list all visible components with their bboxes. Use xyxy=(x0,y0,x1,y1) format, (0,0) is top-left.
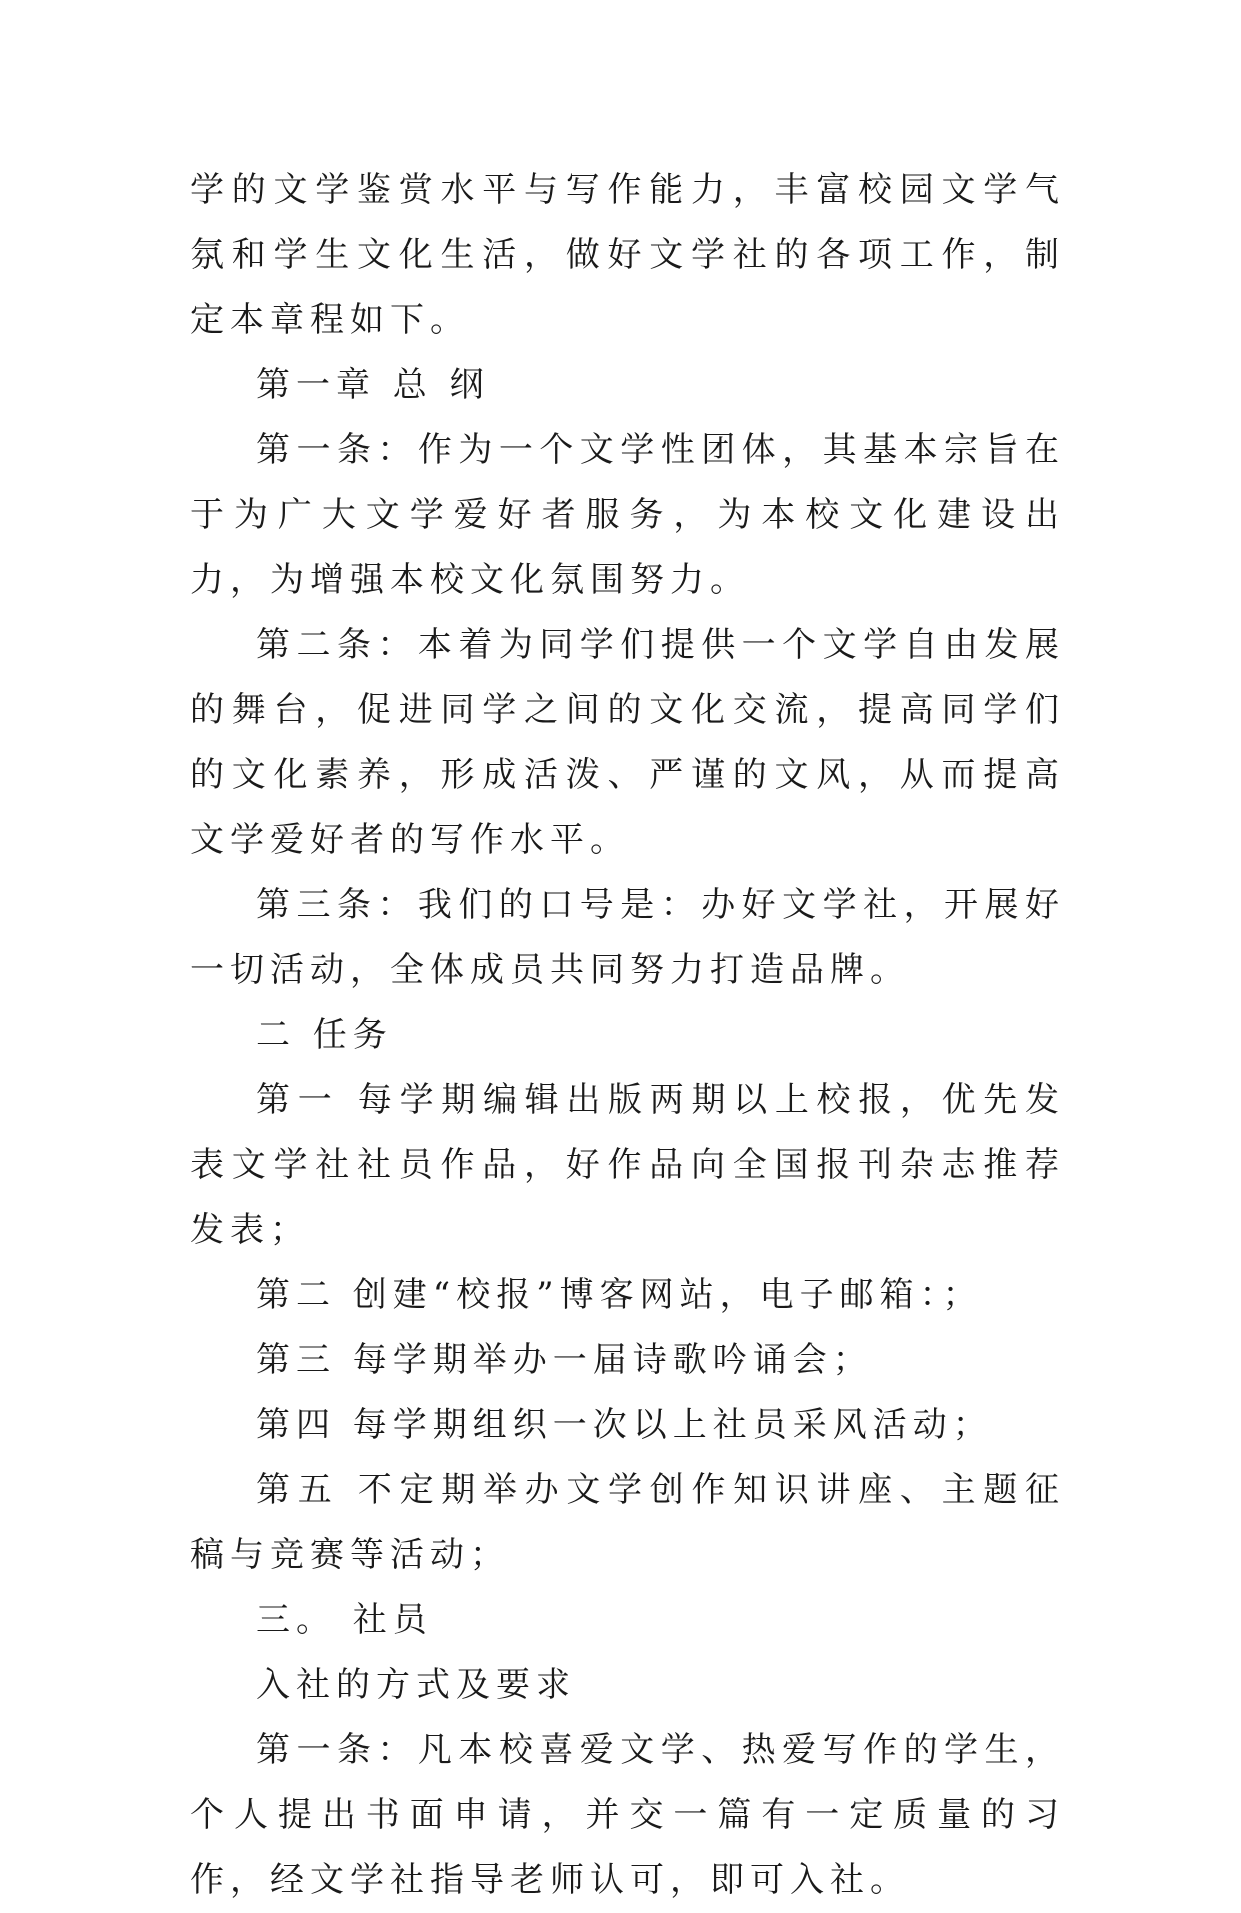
chapter-heading-general: 第一章 总 纲 xyxy=(256,365,490,405)
task-5: 第五 不定期举办文学创作知识讲座、主题征稿与竞赛等活动； xyxy=(190,1470,1065,1575)
task-2: 第二 创建“校报”博客网站，电子邮箱：； xyxy=(256,1275,983,1315)
paragraph-intro-continuation: 学的文学鉴赏水平与写作能力，丰富校园文学气氛和学生文化生活，做好文学社的各项工作，制定本章程如下。 xyxy=(190,170,1065,340)
article-1-purpose: 第一条：作为一个文学性团体，其基本宗旨在于为广大文学爱好者服务，为本校文化建设出力，为增强本校文化氛围努力。 xyxy=(190,430,1065,600)
subheading-membership-requirements: 入社的方式及要求 xyxy=(256,1665,576,1705)
article-3-slogan: 第三条：我们的口号是：办好文学社，开展好一切活动，全体成员共同努力打造品牌。 xyxy=(190,885,1065,990)
membership-article-1: 第一条：凡本校喜爱文学、热爱写作的学生，个人提出书面申请，并交一篇有一定质量的习作，经文学社指导老师认可，即可入社。 xyxy=(190,1730,1065,1900)
document-page xyxy=(190,158,1065,1913)
task-3: 第三 每学期举办一届诗歌吟诵会； xyxy=(256,1340,873,1380)
section-heading-members: 三。 社员 xyxy=(256,1600,433,1640)
article-2-goals: 第二条：本着为同学们提供一个文学自由发展的舞台，促进同学之间的文化交流，提高同学们的文化素养，形成活泼、严谨的文风，从而提高文学爱好者的写作水平。 xyxy=(190,625,1065,860)
task-4: 第四 每学期组织一次以上社员采风活动； xyxy=(256,1405,993,1445)
task-1: 第一 每学期编辑出版两期以上校报，优先发表文学社社员作品，好作品向全国报刊杂志推荐发表； xyxy=(190,1080,1065,1250)
section-heading-tasks: 二 任务 xyxy=(256,1015,393,1055)
